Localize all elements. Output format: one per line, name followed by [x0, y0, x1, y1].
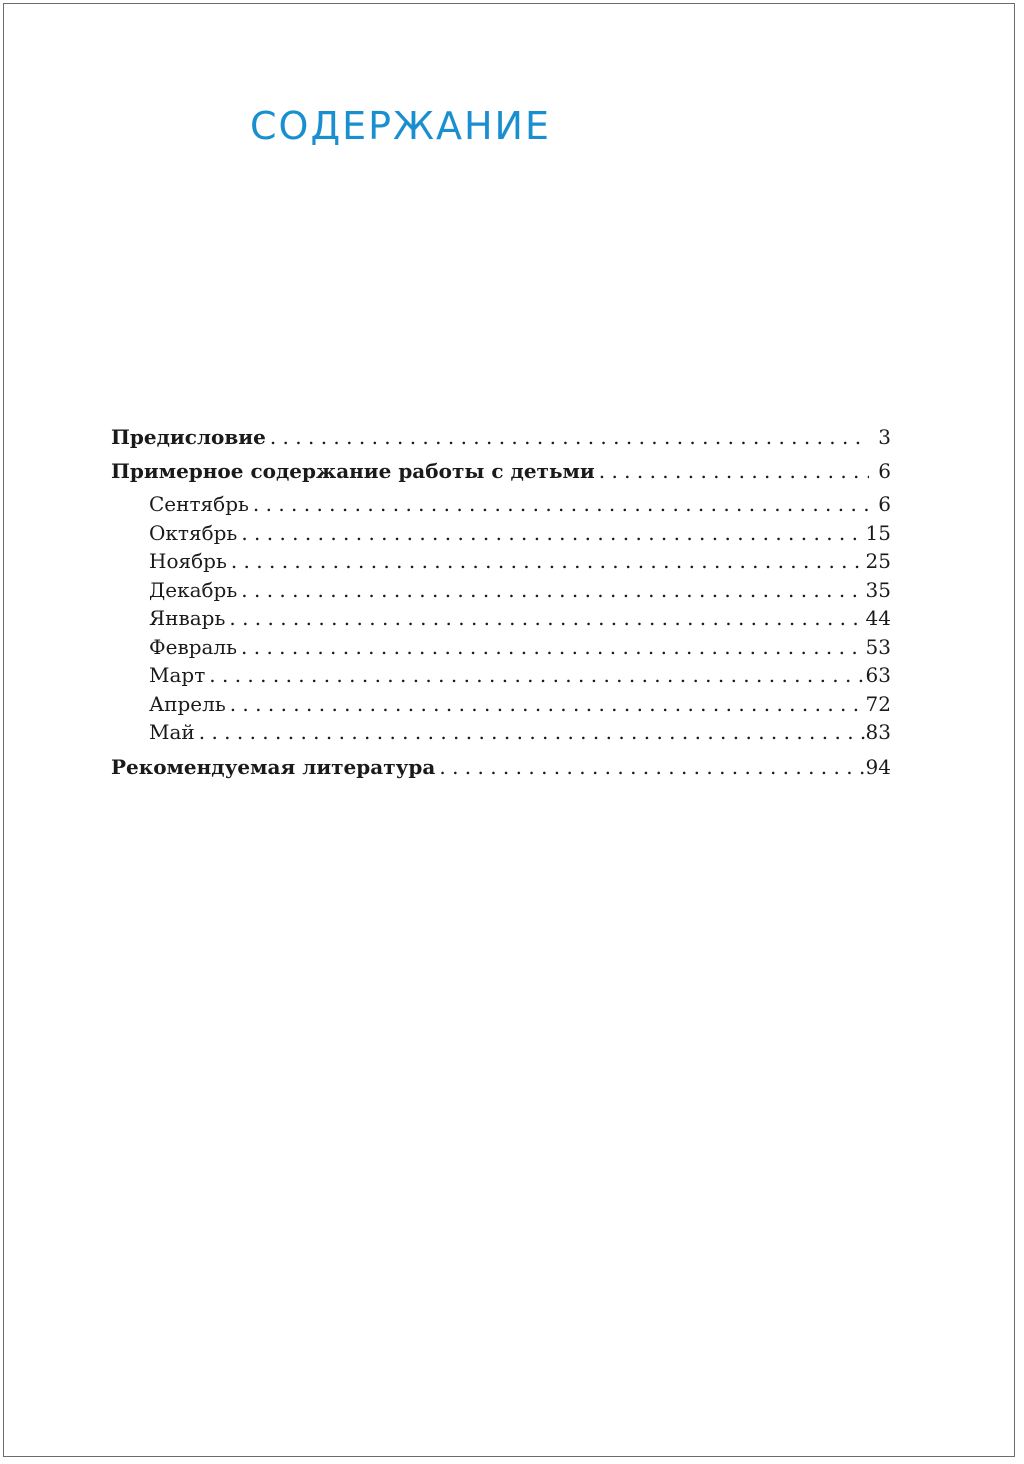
page-title: СОДЕРЖАНИЕ: [250, 104, 551, 148]
toc-entry-literature[interactable]: [111, 750, 891, 784]
toc-page-number: 83: [865, 720, 891, 744]
toc-entry-february[interactable]: [111, 633, 891, 662]
toc-entry-may[interactable]: [111, 718, 891, 747]
dot-leader: [205, 661, 865, 690]
toc-page-number: 25: [865, 549, 891, 573]
dot-leader: [237, 519, 865, 548]
toc-entry-september[interactable]: [111, 490, 891, 519]
toc-entry-march[interactable]: [111, 661, 891, 690]
toc-entry-label: Май: [149, 720, 195, 744]
dot-leader: [237, 633, 866, 662]
toc-page-number: 94: [865, 754, 891, 779]
toc-page-number: 72: [865, 691, 891, 716]
toc-entry-november[interactable]: [111, 547, 891, 576]
toc-entry-december[interactable]: [111, 576, 891, 605]
toc-entry-label: Февраль: [149, 634, 238, 659]
toc-entry-label: Предисловие: [111, 425, 266, 449]
dot-leader: [226, 690, 866, 719]
dot-leader: [225, 604, 865, 633]
toc-entry-label: Апрель: [149, 691, 226, 716]
toc-page-number: 6: [878, 492, 891, 516]
toc-page-number: 53: [865, 634, 891, 659]
dot-leader: [595, 454, 869, 488]
toc-entry-january[interactable]: [111, 604, 891, 633]
toc-page-number: 35: [865, 577, 891, 602]
toc-entry-label: Октябрь: [149, 520, 238, 545]
toc-entry-label: Март: [149, 663, 206, 687]
dot-leader: [227, 547, 866, 576]
toc-entry-october[interactable]: [111, 519, 891, 548]
table-of-contents: [111, 420, 891, 784]
toc-page-number: 6: [878, 459, 891, 483]
toc-entry-preface[interactable]: [111, 420, 891, 454]
toc-entry-april[interactable]: [111, 690, 891, 719]
toc-entry-label: Примерное содержание работы с детьми: [111, 459, 595, 483]
toc-entry-label: Рекомендуемая литература: [111, 754, 436, 779]
toc-page-number: 15: [865, 520, 891, 545]
toc-page-number: 44: [865, 606, 891, 630]
dot-leader: [249, 490, 869, 519]
toc-entry-label: Ноябрь: [149, 549, 227, 573]
page: [3, 3, 1015, 1457]
dot-leader: [266, 420, 869, 454]
toc-page-number: 63: [865, 663, 891, 687]
toc-entry-program[interactable]: [111, 454, 891, 488]
toc-page-number: 3: [878, 425, 891, 449]
toc-entry-label: Декабрь: [149, 577, 238, 602]
dot-leader: [435, 750, 865, 784]
dot-leader: [195, 718, 866, 747]
dot-leader: [237, 576, 865, 605]
toc-entry-label: Январь: [149, 606, 226, 630]
toc-entry-label: Сентябрь: [149, 492, 249, 516]
